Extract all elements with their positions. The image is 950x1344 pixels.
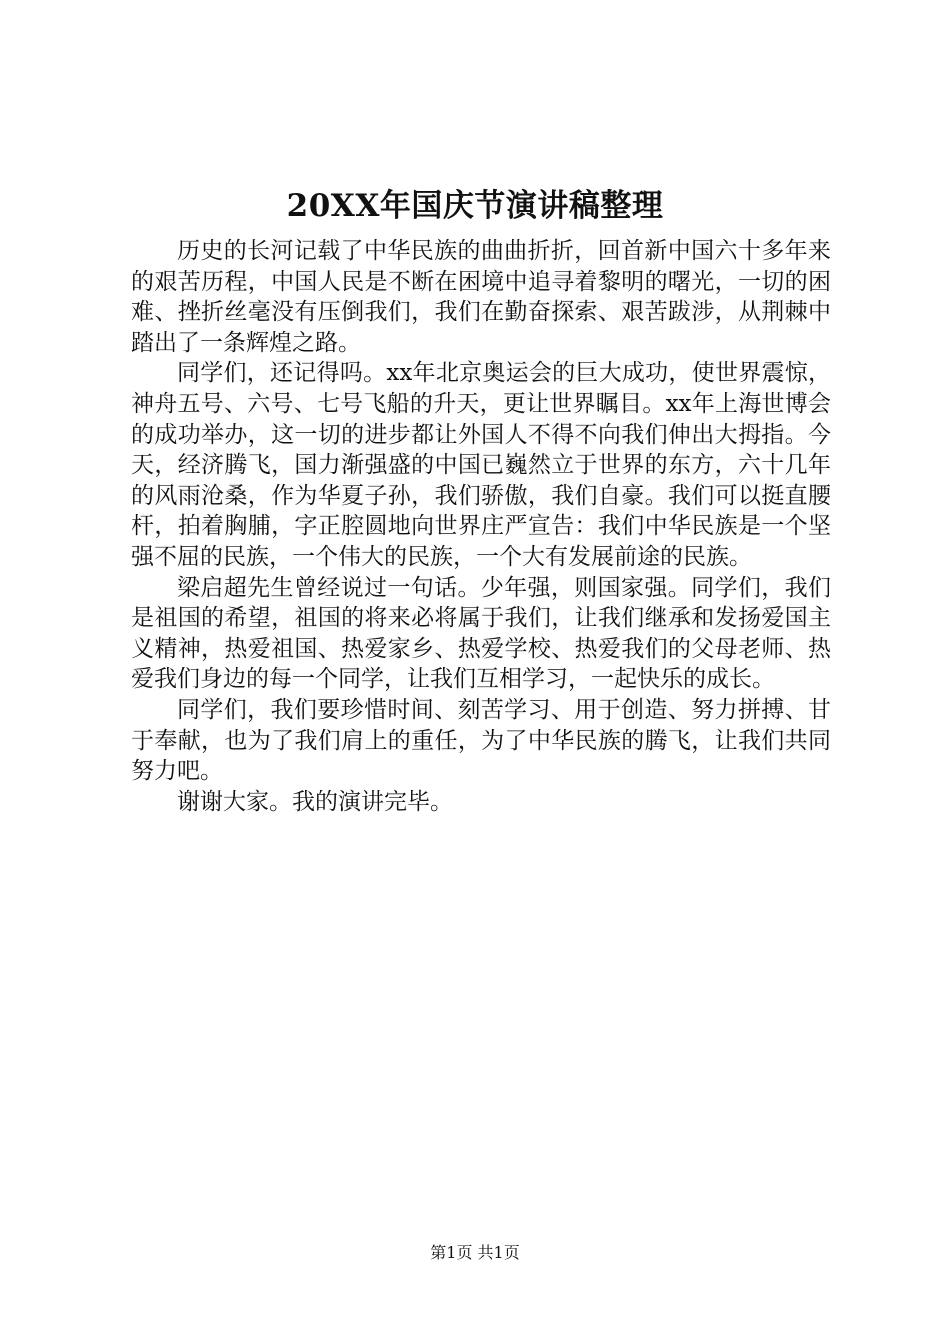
- page-number-footer: 第1页 共1页: [430, 1243, 520, 1262]
- paragraph-closing: 谢谢大家。我的演讲完毕。: [177, 788, 453, 815]
- document-body: [131, 236, 831, 817]
- paragraph-call-to-action: 同学们，我们要珍惜时间、刻苦学习、用于创造、努力拼搏、甘于奉献，也为了我们肩上的重任，为了中华民族的腾飞，让我们共同努力吧。: [131, 696, 831, 785]
- paragraph-achievements: 同学们，还记得吗。xx年北京奥运会的巨大成功，使世界震惊，神舟五号、六号、七号飞船的升天，更让世界瞩目。xx年上海世博会的成功举办，这一切的进步都让外国人不得不向我们伸出大拇指。今天，经济腾飞，国力渐强盛的中国已巍然立于世界的东方，六十几年的风雨沧桑，作为华夏子孙，我们骄傲，我们自豪。我们可以挺直腰杆，拍着胸脯，字正腔圆地向世界庄严宣告：我们中华民族是一个坚强不屈的民族，一个伟大的民族，一个大有发展前途的民族。: [131, 360, 831, 570]
- paragraph-history: 历史的长河记载了中华民族的曲曲折折，回首新中国六十多年来的艰苦历程，中国人民是不断在困境中追寻着黎明的曙光，一切的困难、挫折丝毫没有压倒我们，我们在勤奋探索、艰苦跋涉，从荆棘中踏出了一条辉煌之路。: [131, 238, 831, 356]
- document-title: 20XX年国庆节演讲稿整理: [286, 188, 664, 224]
- paragraph-youth: 梁启超先生曾经说过一句话。少年强，则国家强。同学们，我们是祖国的希望，祖国的将来必将属于我们，让我们继承和发扬爱国主义精神，热爱祖国、热爱家乡、热爱学校、热爱我们的父母老师、热爱我们身边的每一个同学，让我们互相学习，一起快乐的成长。: [131, 574, 831, 693]
